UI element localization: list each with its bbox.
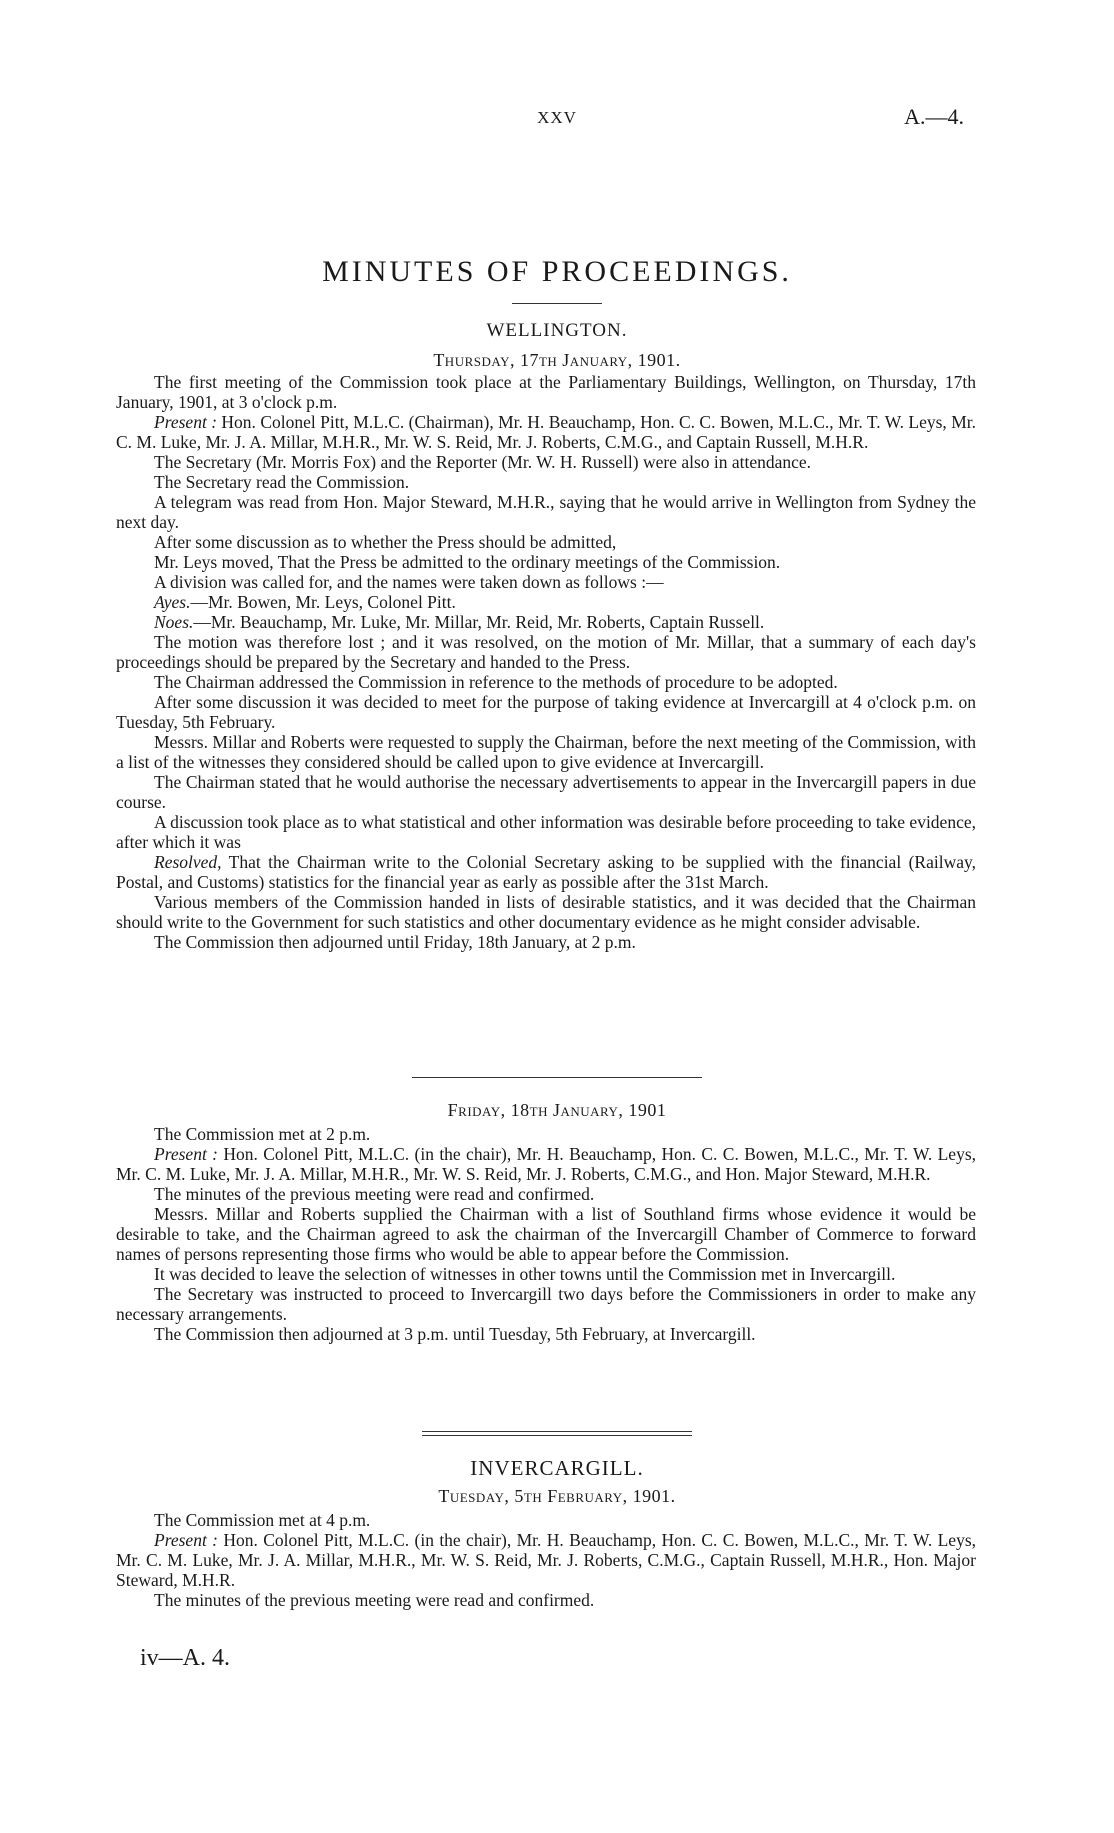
present-label: Present : [154, 1144, 219, 1164]
paragraph: Messrs. Millar and Roberts were requested to supply the Chairman, before the next meeting of the Commission, with a list of the witnesses they considered should be called upon to give evidence at Invercargill. [116, 732, 976, 772]
paragraph: A telegram was read from Hon. Major Steward, M.H.R., saying that he would arrive in Wellington from Sydney the next day. [116, 492, 976, 532]
resolved-text: That the Chairman write to the Colonial Secretary asking to be supplied with the financial (Railway, Postal, and Customs) statistics for the financial year as early as possible after the 31st March. [116, 852, 976, 892]
paragraph: The Secretary was instructed to proceed to Invercargill two days before the Commissioners in order to make any necessary arrangements. [116, 1284, 976, 1324]
resolved-label: Resolved, [154, 852, 222, 872]
section-divider [422, 1431, 692, 1432]
section-date-friday: Friday, 18th January, 1901 [447, 1100, 667, 1120]
section-invercargill-body [116, 1510, 976, 1610]
present-label: Present : [154, 412, 218, 432]
paragraph [116, 1144, 976, 1184]
paragraph: A division was called for, and the names were taken down as follows :— [154, 572, 664, 592]
page-title: MINUTES OF PROCEEDINGS. [322, 255, 792, 288]
paragraph [116, 612, 976, 632]
paragraph: The minutes of the previous meeting were read and confirmed. [154, 1184, 595, 1204]
paragraph: The Chairman addressed the Commission in reference to the methods of procedure to be adopted. [154, 672, 838, 692]
paragraph [116, 592, 976, 612]
paragraph: Messrs. Millar and Roberts supplied the Chairman with a list of Southland firms whose evidence it would be desirable to take, and the Chairman agreed to ask the chairman of the Invercargill Chamber of Commerce to forward names of persons representing those firms who would be able to appear before the Commission. [116, 1204, 976, 1264]
section-friday-body [116, 1124, 976, 1344]
paragraph: The minutes of the previous meeting were read and confirmed. [154, 1590, 595, 1610]
paragraph [116, 852, 976, 892]
paragraph: The motion was therefore lost ; and it was resolved, on the motion of Mr. Millar, that a summary of each day's proceedings should be prepared by the Secretary and handed to the Press. [116, 632, 976, 672]
paragraph: A discussion took place as to what statistical and other information was desirable before proceeding to take evidence, after which it was [116, 812, 976, 852]
ayes-list: —Mr. Bowen, Mr. Leys, Colonel Pitt. [190, 592, 456, 612]
paragraph: The Commission then adjourned until Friday, 18th January, at 2 p.m. [154, 932, 636, 952]
section-date-tuesday: Tuesday, 5th February, 1901. [438, 1486, 676, 1506]
paragraph [116, 412, 976, 452]
section-date-thursday: Thursday, 17th January, 1901. [433, 350, 681, 370]
section-wellington-body [116, 372, 976, 952]
paragraph: After some discussion it was decided to meet for the purpose of taking evidence at Invercargill at 4 o'clock p.m. on Tuesday, 5th February. [116, 692, 976, 732]
present-label: Present : [154, 1530, 219, 1550]
title-rule [512, 303, 602, 304]
paragraph: The Chairman stated that he would authorise the necessary advertisements to appear in the Invercargill papers in due course. [116, 772, 976, 812]
paragraph: The Secretary read the Commission. [154, 472, 410, 492]
page-number: XXV [537, 108, 577, 127]
paragraph: The Commission met at 4 p.m. [154, 1510, 371, 1530]
paragraph: It was decided to leave the selection of witnesses in other towns until the Commission met in Invercargill. [154, 1264, 896, 1284]
paragraph: The Secretary (Mr. Morris Fox) and the Reporter (Mr. W. H. Russell) were also in attendance. [154, 452, 812, 472]
signature-mark: iv—A. 4. [140, 1645, 230, 1671]
present-list: Hon. Colonel Pitt, M.L.C. (in the chair), Mr. H. Beauchamp, Hon. C. C. Bowen, M.L.C., Mr. T. W. Leys, Mr. C. M. Luke, Mr. J. A. Millar, M.H.R., Mr. W. S. Reid, Mr. J. Roberts, C.M.G., and Hon. Major Steward, M.H.R. [116, 1144, 977, 1184]
ayes-label: Ayes. [154, 592, 191, 612]
present-list: Hon. Colonel Pitt, M.L.C. (Chairman), Mr. H. Beauchamp, Hon. C. C. Bowen, M.L.C., Mr. T. W. Leys, Mr. C. M. Luke, Mr. J. A. Millar, M.H.R., Mr. W. S. Reid, Mr. J. Roberts, C.M.G., and Captain Russell, M.H.R. [116, 412, 976, 452]
paragraph: After some discussion as to whether the Press should be admitted, [154, 532, 617, 552]
document-reference: A.—4. [904, 104, 964, 129]
paragraph: The Commission then adjourned at 3 p.m. until Tuesday, 5th February, at Invercargill. [154, 1324, 756, 1344]
paragraph: The first meeting of the Commission took place at the Parliamentary Buildings, Wellington, on Thursday, 17th January, 1901, at 3 o'clock p.m. [116, 372, 976, 412]
paragraph: Various members of the Commission handed in lists of desirable statistics, and it was decided that the Chairman should write to the Government for such statistics and other documentary evidence as he might consider advisable. [116, 892, 976, 932]
section-place-invercargill: INVERCARGILL. [470, 1456, 644, 1480]
paragraph: The Commission met at 2 p.m. [154, 1124, 371, 1144]
paragraph [116, 1530, 976, 1590]
noes-list: —Mr. Beauchamp, Mr. Luke, Mr. Millar, Mr. Reid, Mr. Roberts, Captain Russell. [193, 612, 765, 632]
noes-label: Noes. [154, 612, 194, 632]
present-list: Hon. Colonel Pitt, M.L.C. (in the chair), Mr. H. Beauchamp, Hon. C. C. Bowen, M.L.C., Mr. T. W. Leys, Mr. C. M. Luke, Mr. J. A. Millar, M.H.R., Mr. W. S. Reid, Mr. J. Roberts, C.M.G., Captain Russell, M.H.R., Hon. Major Steward, M.H.R. [116, 1530, 977, 1590]
section-divider [412, 1077, 702, 1078]
section-place-wellington: WELLINGTON. [486, 320, 628, 341]
paragraph: Mr. Leys moved, That the Press be admitted to the ordinary meetings of the Commission. [154, 552, 781, 572]
section-divider [422, 1435, 692, 1436]
